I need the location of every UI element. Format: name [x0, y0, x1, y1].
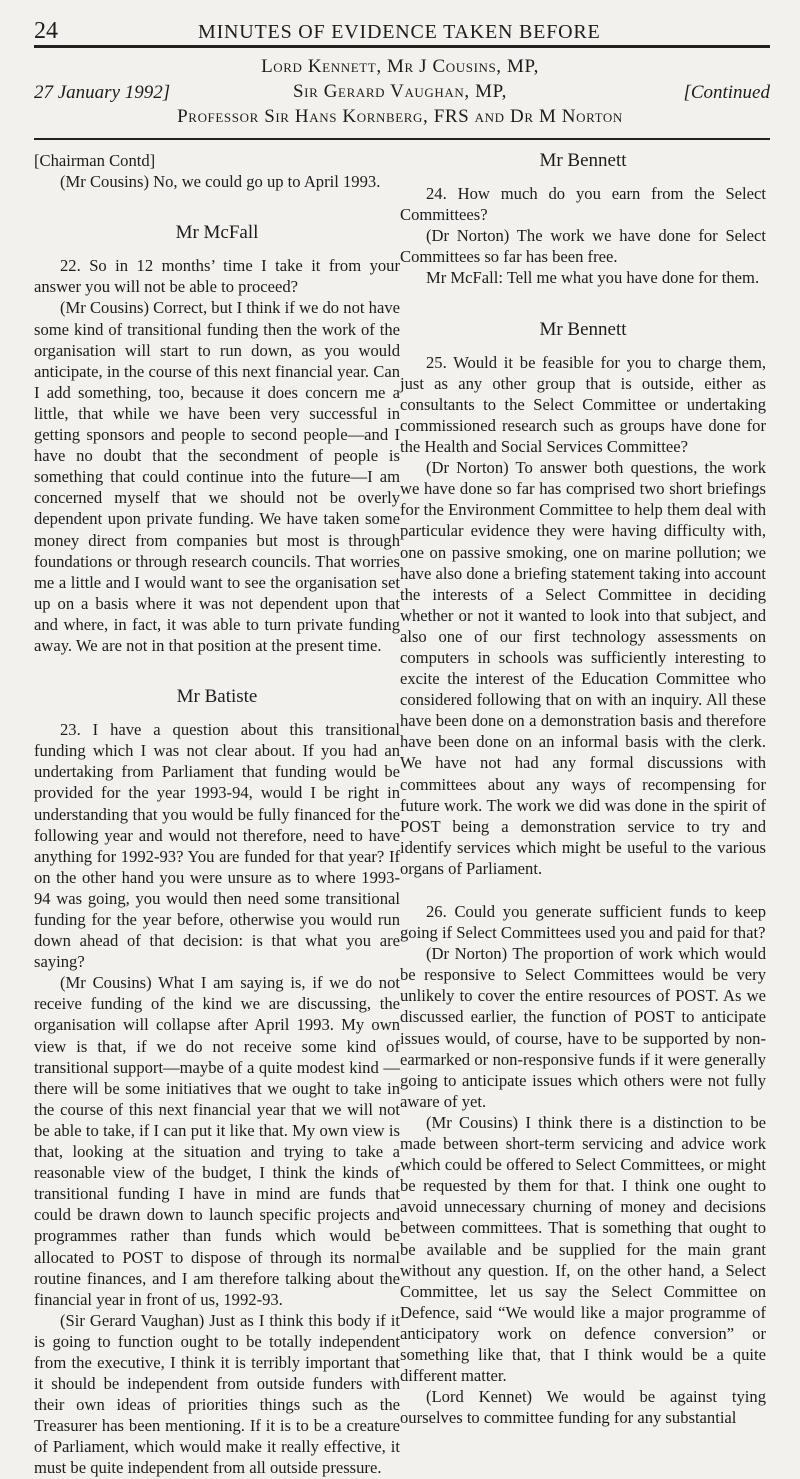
answer-22: (Mr Cousins) Correct, but I think if we do not have some kind of transitional funding then the work of the organisation will start to run down, as you would anticipate, in the course of this next financial year. Can I add something, too, because it does concern me a little, that while we have been very successful in getting sponsors and people to second people—and I have no doubt that the secondment of people is something that could continue into the future—I am concerned myself that we should not be overly dependent upon private funding. We have taken some money direct from companies but most is through foundations or through research councils. That worries me a little and I would want to see the organisation set up on a basis where it was not dependent upon that and where, in fact, it was able to turn private funding away. We are not in that position at the present time.	[34, 298, 400, 655]
date-tag: 27 January 1992]	[34, 82, 171, 103]
answer-26-cousins: (Mr Cousins) I think there is a distinction to be made between short-term servicing and advice work which could be offered to Select Committees, or might be requested by them for that. I think one ought to avoid unnecessary churning of money and decisions between committees. That is something that ought to be available and be supplied for the main grant without any question. If, on the other hand, a Select Committee, let us say the Select Committee on Defence, said “We would like a major programme of anticipatory work on defence conversion” or something like that, that I think would be a quite different matter.	[400, 1112, 766, 1386]
question-25: 25. Would it be feasible for you to charge them, just as any other group that is outside, either as consultants to the Select Committee or undertaking commissioned research such as groups have done for the Health and Social Services Committee?	[400, 352, 766, 457]
answer-26-norton: (Dr Norton) The proportion of work which would be responsive to Select Committees would be very unlikely to cover the entire resources of POST. As we discussed earlier, the function of POST to anticipate issues would, of course, have to be supported by non-earmarked or non-responsive funds if it were generally going to anticipate issues which others were not fully aware of yet.	[400, 944, 766, 1111]
running-title: MINUTES OF EVIDENCE TAKEN BEFORE	[198, 21, 601, 43]
speaker-heading-mcfall: Mr McFall	[175, 222, 259, 244]
answer-23-vaughan: (Sir Gerard Vaughan) Just as I think this body if it is going to function ought to be totally independent from the executive, I think it is terribly important that it should be independent from outside funders with their own ideas of priorities things such as the Treasurer has been mentioning. If it is to be a creature of Parliament, which would make it really effective, it must be quite independent from all outside pressure.	[34, 1310, 400, 1478]
witness-rule	[34, 138, 770, 140]
question-26: 26. Could you generate sufficient funds to keep going if Select Committees used you and paid for that?	[400, 902, 766, 943]
answer-23-cousins: (Mr Cousins) What I am saying is, if we do not receive funding of the kind we are discussing, the organisation will collapse after April 1993. My own view is that, if we do not receive some kind of transitional support—maybe of a quite modest kind —there will be some initiatives that we ought to take in the course of this next financial year that we will not be able to take, if I can put it like that. My own view is that, looking at the situation and trying to take a reasonable view of the budget, I think the kinds of transitional funding I have in mind are funds that could be drawn down to launch specific projects and programmes rather than funds which would be allocated to POST to dispose of through its normal routine finances, and I am therefore talking about the financial year in front of us, 1992-93.	[34, 973, 400, 1309]
answer-25-norton: (Dr Norton) To answer both questions, the work we have done so far has comprised two short briefings for the Environment Committee to help them deal with particular evidence they were having difficulty with, one on passive smoking, one on marine pollution; we have also done a briefing statement taking into account the interests of a Select Committee in deciding whether or not it wanted to look into that subject, and also one of our first technology assessments on computers in schools was sufficiently interesting to excite the interest of the Education Committee who considered following that on with an inquiry. All these have been done on a demonstration basis and therefore have been done on an informal basis with the clerk. We have not had any formal discussions with committees about any ways of recompensing for future work. The work we did was done in the spirit of POST being a demonstration service to try and identify services which might be useful to the various organs of Parliament.	[400, 458, 766, 878]
answer-paragraph: (Mr Cousins) No, we could go up to April 1993.	[60, 172, 381, 192]
question-23: 23. I have a question about this transitional funding which I was not clear about. If you had an undertaking from Parliament that funding would be provided for the year 1993-94, would I be right in understanding that you would be fully financed for the following year and would not therefore, need to have anything for 1992-93? You are funded for that year? If on the other hand you were unsure as to where 1993-94 was going, you would then need some transitional funding for the year before, otherwise you would run down ahead of that decision: is that what you are saying?	[34, 720, 400, 972]
question-22: 22. So in 12 months’ time I take it from your answer you will not be able to proceed?	[34, 256, 400, 297]
interjection-mcfall: Mr McFall: Tell me what you have done for them.	[426, 268, 760, 288]
witness-line-1: Lord Kennett, Mr J Cousins, MP,	[261, 56, 539, 77]
speaker-heading-bennett-2: Mr Bennett	[539, 318, 627, 340]
witness-line-3: Professor Sir Hans Kornberg, FRS and Dr M Norton	[177, 106, 623, 127]
question-24: 24. How much do you earn from the Select Committees?	[400, 184, 766, 225]
chairman-label: [Chairman Contd]	[34, 151, 156, 170]
left-column	[34, 150, 400, 1479]
header-rule	[34, 45, 770, 48]
answer-26-kennet: (Lord Kennet) We would be against tying ourselves to committee funding for any substantial	[400, 1387, 766, 1428]
speaker-heading-batiste: Mr Batiste	[176, 686, 258, 708]
right-column	[400, 150, 766, 1428]
continued-tag: [Continued	[683, 82, 770, 103]
page-number: 24	[34, 18, 58, 44]
answer-24-norton: (Dr Norton) The work we have done for Select Committees so far has been free.	[400, 226, 766, 267]
speaker-heading-bennett: Mr Bennett	[539, 150, 627, 171]
witness-line-2: Sir Gerard Vaughan, MP,	[293, 81, 507, 102]
running-head	[34, 18, 770, 45]
